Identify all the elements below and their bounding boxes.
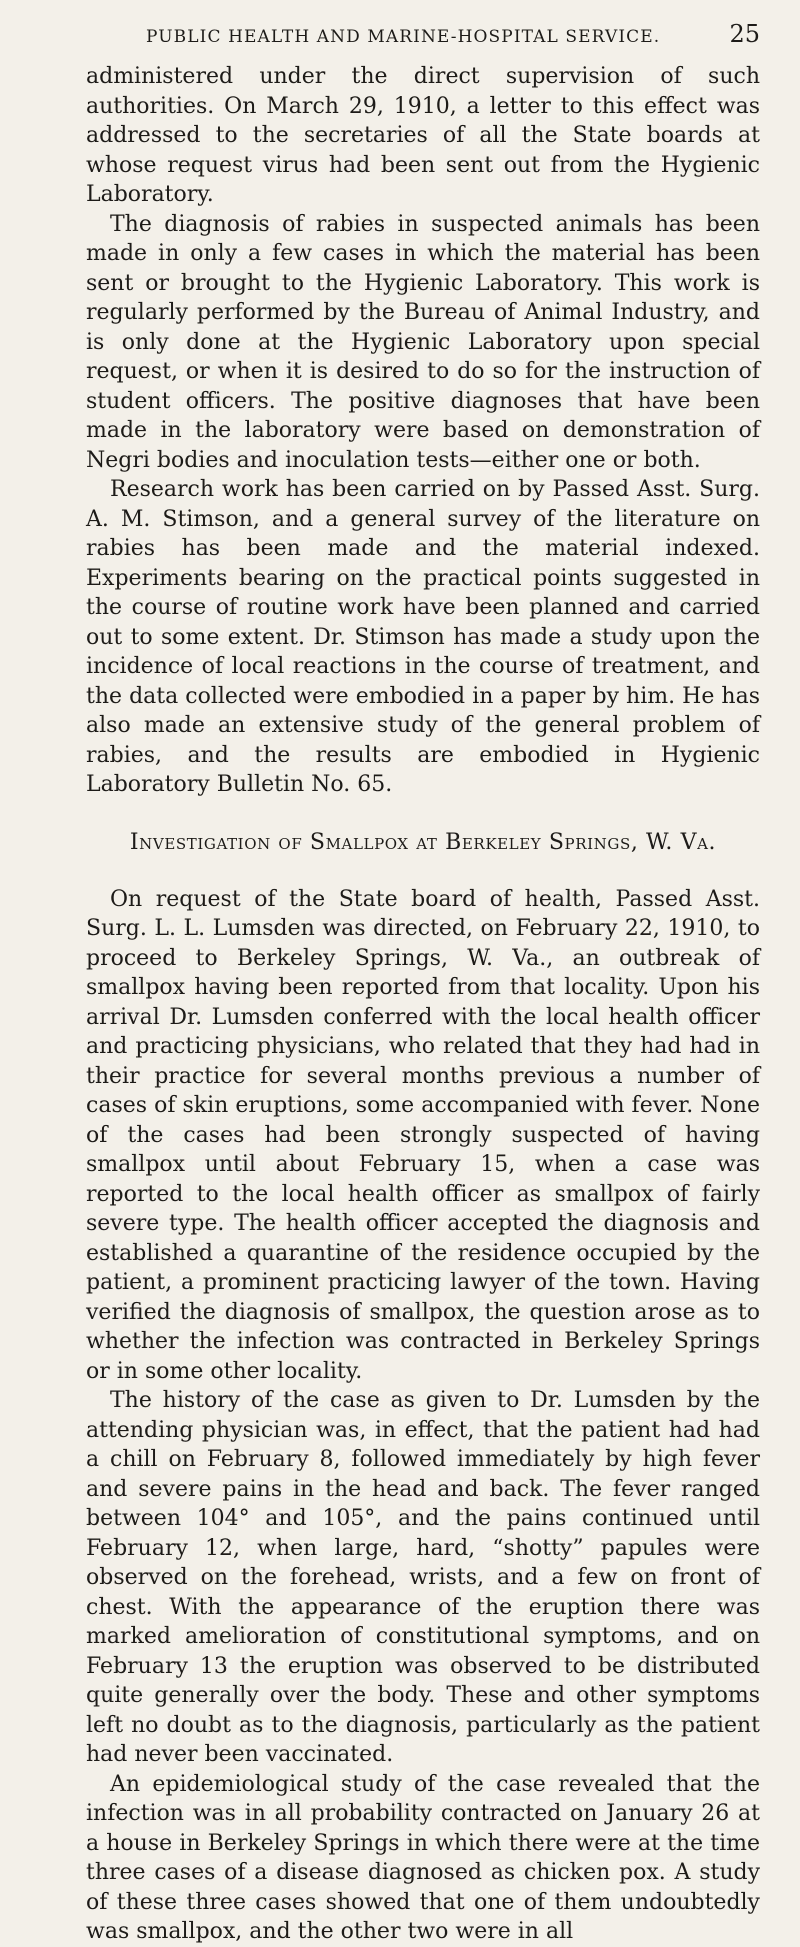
paragraph: administered under the direct supervision of such authorities. On March 29, 1910, a letter to this effect was addressed to the secretaries of all the State boards at whose request virus had been sent out from the Hygienic Laboratory. [86,64,760,207]
paragraph: Research work has been carried on by Passed Asst. Surg. A. M. Stimson, and a general survey of the literature on rabies has been made and the material indexed. Experiments bearing on the practical points suggested in the course of routine work have been planned and carried out to some extent. Dr. Stimson has made a study upon the incidence of local reactions in the course of treatment, and the data collected were embodied in a paper by him. He has also made an extensive study of the general problem of rabies, and the results are embodied in Hygienic Laboratory Bulletin No. 65. [86,477,760,797]
paragraph: On request of the State board of health, Passed Asst. Surg. L. L. Lumsden was directed, on February 22, 1910, to proceed to Berkeley Springs, W. Va., an outbreak of smallpox having been reported from that locality. Upon his arrival Dr. Lumsden conferred with the local health officer and practicing physicians, who related that they had had in their practice for several months previous a number of cases of skin eruptions, some accompanied with fever. None of the cases had been strongly suspected of having smallpox until about February 15, when a case was reported to the local health officer as smallpox of fairly severe type. The health officer accepted the diagnosis and established a quarantine of the residence occupied by the patient, a prominent practicing lawyer of the town. Having verified the diagnosis of smallpox, the question arose as to whether the infection was contracted in Berkeley Springs or in some other locality. [86,886,760,1384]
section-heading: Investigation of Smallpox at Berkeley Springs, W. Va. [129,829,717,855]
running-head-title: PUBLIC HEALTH AND MARINE-HOSPITAL SERVICE. [146,27,661,47]
paragraph: An epidemiological study of the case revealed that the infection was in all probability contracted on January 26 at a house in Berkeley Springs in which there were at the time three cases of a disease diagnosed as chicken pox. A study of these three cases showed that one of them undoubtedly was smallpox, and the other two were in all [86,1771,760,1944]
paragraph: The diagnosis of rabies in suspected animals has been made in only a few cases in which the material has been sent or brought to the Hygienic Laboratory. This work is regularly performed by the Bureau of Animal Industry, and is only done at the Hygienic Laboratory upon special request, or when it is desired to do so for the instruction of student officers. The positive diagnoses that have been made in the laboratory were based on demonstration of Negri bodies and inoculation tests—either one or both. [86,211,760,473]
running-head [146,20,760,62]
body-text [86,62,760,1947]
page-number: 25 [729,20,760,48]
paragraph: The history of the case as given to Dr. Lumsden by the attending physician was, in effect, that the patient had had a chill on February 8, followed immediately by high fever and severe pains in the head and back. The fever ranged between 104° and 105°, and the pains continued until February 12, when large, hard, “shotty” papules were observed on the forehead, wrists, and a few on front of chest. With the appearance of the eruption there was marked amelioration of constitutional symptoms, and on February 13 the eruption was observed to be distributed quite generally over the body. These and other symptoms left no doubt as to the diagnosis, particularly as the patient had never been vaccinated. [86,1388,760,1767]
